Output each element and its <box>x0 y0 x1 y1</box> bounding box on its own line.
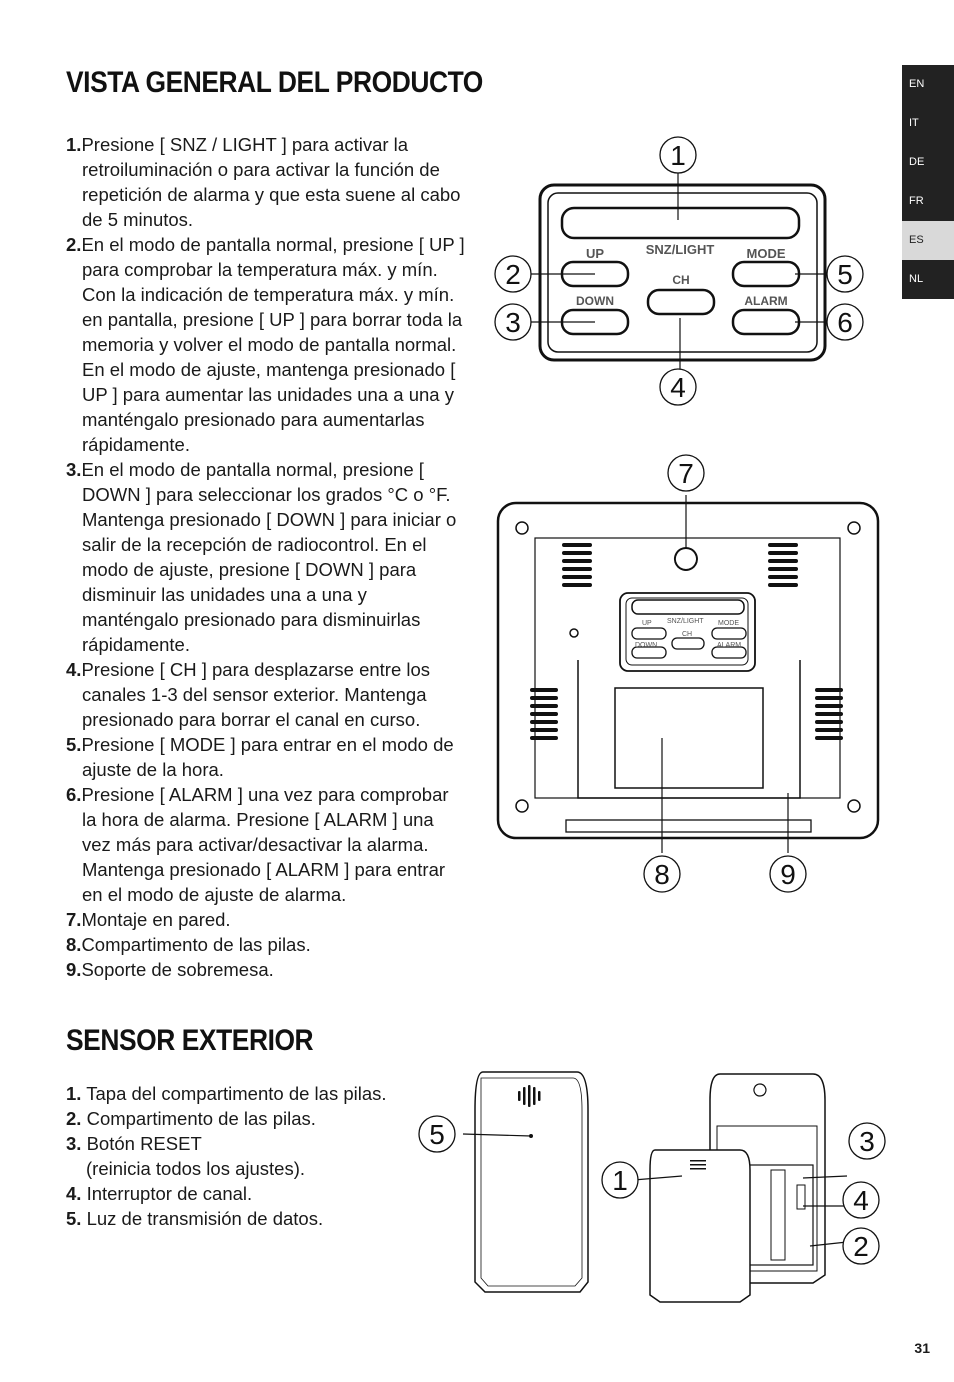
tab-fr[interactable]: FR <box>902 182 954 221</box>
page-number: 31 <box>914 1340 930 1356</box>
callout-4: 4 <box>670 372 686 403</box>
mini-mode-label: MODE <box>718 620 739 627</box>
ch-label: CH <box>672 273 690 287</box>
mini-down-label: DOWN <box>635 642 658 649</box>
section-title-sensor: SENSOR EXTERIOR <box>66 1024 314 1057</box>
callout-8: 8 <box>654 859 670 890</box>
tab-en[interactable]: EN <box>902 65 954 104</box>
sensor-callout-1: 1 <box>612 1165 628 1196</box>
list-item: 4. Interruptor de canal. <box>66 1183 253 1204</box>
up-label: UP <box>585 246 605 261</box>
tab-de[interactable]: DE <box>902 143 954 182</box>
sensor-callout-5: 5 <box>429 1119 445 1150</box>
list-item: 7.Montaje en pared. <box>66 909 231 930</box>
list-item: 1. Tapa del compartimento de las pilas. <box>66 1083 387 1104</box>
tab-it[interactable]: IT <box>902 104 954 143</box>
list-item: 4.Presione [ CH ] para desplazarse entre los canales 1-3 del sensor exterior. Mantenga presionado para borrar el canal en curso. <box>66 659 431 730</box>
overview-list <box>66 132 466 982</box>
sensor-list <box>66 1081 426 1231</box>
mini-ch-label: CH <box>682 631 693 638</box>
tab-es[interactable]: ES <box>902 221 954 260</box>
list-item: (reinicia todos los ajustes). <box>86 1158 306 1179</box>
mode-label: MODE <box>746 246 786 261</box>
sensor-callout-2: 2 <box>853 1231 869 1262</box>
down-label: DOWN <box>576 294 614 308</box>
mini-snz-label: SNZ/LIGHT <box>667 618 704 625</box>
callout-5: 5 <box>837 259 853 290</box>
list-item: 3. Botón RESET <box>66 1133 202 1154</box>
front-panel-diagram <box>490 130 880 415</box>
tab-nl[interactable]: NL <box>902 260 954 299</box>
list-item: 1.Presione [ SNZ / LIGHT ] para activar la retroiluminación o para activar la función de repetición de alarma y que esta suene al cabo de 5 minutos. <box>66 134 461 230</box>
callout-6: 6 <box>837 307 853 338</box>
callout-1: 1 <box>670 140 686 171</box>
mini-up-label: UP <box>642 620 652 627</box>
battery-cover <box>650 1150 750 1302</box>
list-item: 2.En el modo de pantalla normal, presione [ UP ] para comprobar la temperatura máx. y mín. Con la indicación de temperatura máx. y mín. en pantalla, presione [ UP ] para borrar toda la memoria y volver el modo de pantalla normal. En el modo de ajuste, mantenga presionado [ UP ] para aumentar las unidades una a una y manténgalo presionado para aumentarlas rápidamente. <box>66 234 465 455</box>
list-item: 8.Compartimento de las pilas. <box>66 934 311 955</box>
list-item: 6.Presione [ ALARM ] una vez para comprobar la hora de alarma. Presione [ ALARM ] una vez más para activar/desactivar la alarma. Mantenga presionado [ ALARM ] para entrar en el modo de ajuste de alarma. <box>66 784 449 905</box>
language-tabs <box>902 65 954 299</box>
snz-label: SNZ/LIGHT <box>645 242 715 257</box>
mini-alarm-label: ALARM <box>717 642 742 649</box>
callout-9: 9 <box>780 859 796 890</box>
list-item: 3.En el modo de pantalla normal, presione [ DOWN ] para seleccionar los grados °C o °F. Mantenga presionado [ DOWN ] para iniciar o salir de la recepción de radiocontrol. En el modo de ajuste, presione [ DOWN ] para disminuir las unidades una a una y manténgalo presionado para disminuirlas rápidamente. <box>66 459 457 655</box>
list-item: 5. Luz de transmisión de datos. <box>66 1208 324 1229</box>
list-item: 2. Compartimento de las pilas. <box>66 1108 316 1129</box>
back-panel-diagram <box>490 448 885 898</box>
list-item: 5.Presione [ MODE ] para entrar en el modo de ajuste de la hora. <box>66 734 454 780</box>
section-title-overview: VISTA GENERAL DEL PRODUCTO <box>66 66 483 99</box>
sensor-diagram <box>415 1070 895 1305</box>
alarm-label: ALARM <box>744 294 788 308</box>
list-item: 9.Soporte de sobremesa. <box>66 959 274 980</box>
callout-7: 7 <box>678 458 694 489</box>
sensor-front <box>475 1072 588 1292</box>
callout-3: 3 <box>505 307 521 338</box>
sensor-callout-3: 3 <box>859 1126 875 1157</box>
sensor-callout-4: 4 <box>853 1185 869 1216</box>
callout-2: 2 <box>505 259 521 290</box>
